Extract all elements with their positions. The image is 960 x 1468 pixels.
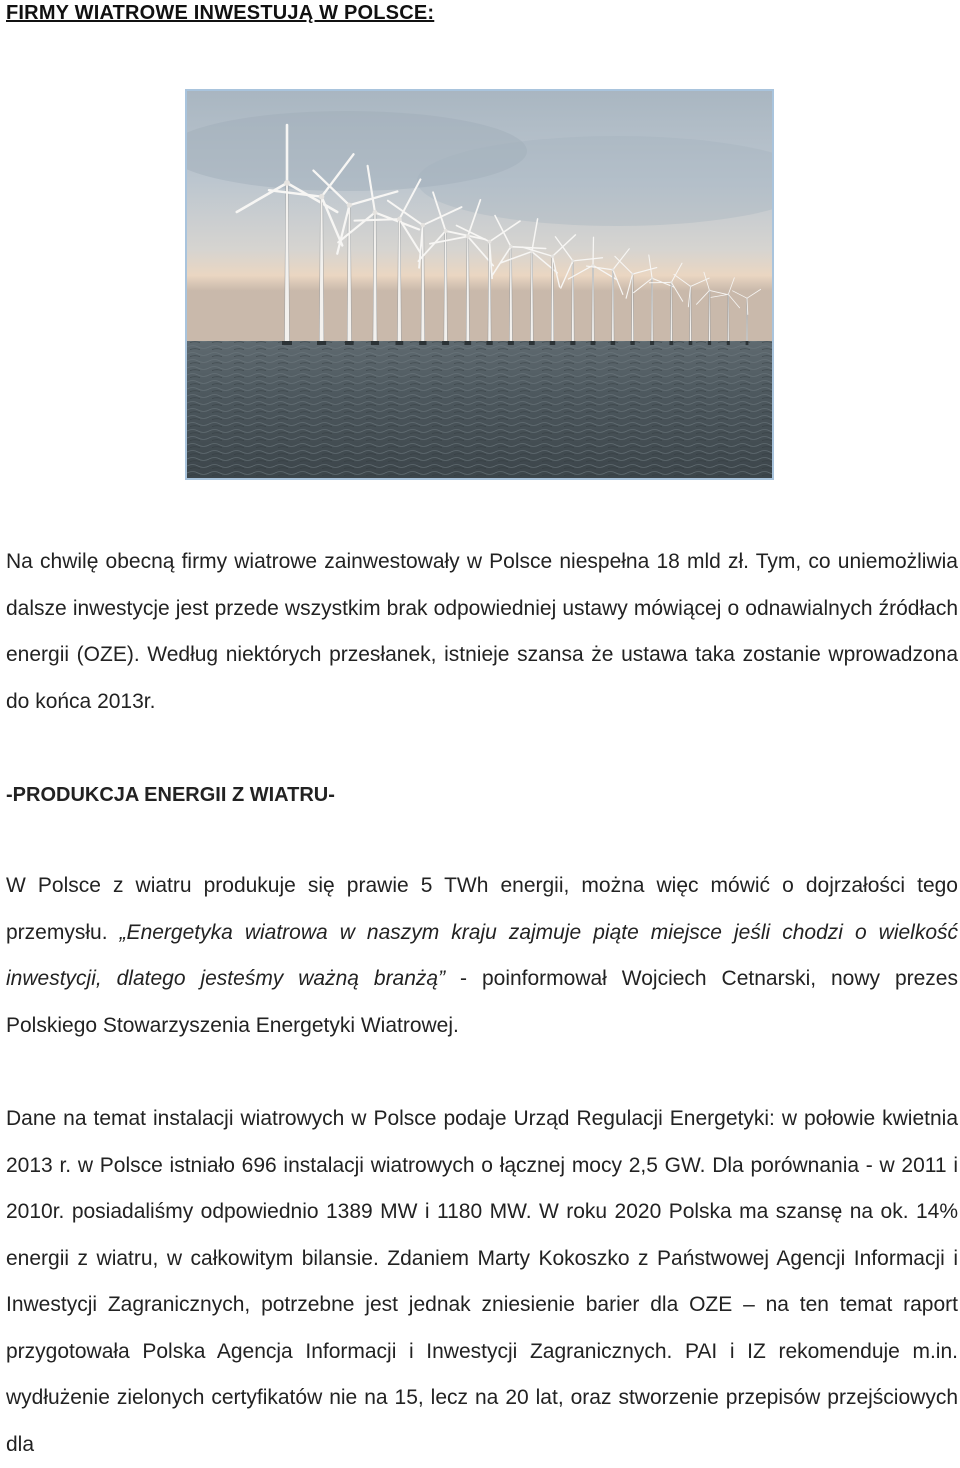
turbine-tower xyxy=(709,290,711,343)
turbine-hub xyxy=(746,297,748,299)
wind-farm-photo xyxy=(185,89,774,480)
section-heading-wind-production: -PRODUKCJA ENERGII Z WIATRU- xyxy=(6,772,335,818)
turbine-foundation xyxy=(486,341,492,345)
turbine-hub xyxy=(651,277,653,279)
turbine-foundation xyxy=(611,341,616,345)
turbine-foundation xyxy=(395,341,403,345)
document-title: FIRMY WIATROWE INWESTUJĄ W POLSCE: xyxy=(6,2,434,25)
turbine-hub xyxy=(466,234,470,238)
turbine-hub xyxy=(284,180,290,186)
turbine-tower xyxy=(592,265,594,343)
turbine-hub xyxy=(551,255,554,258)
turbine-foundation xyxy=(591,341,596,345)
turbine-tower xyxy=(551,256,554,343)
turbine-foundation xyxy=(464,341,471,345)
turbine-hub xyxy=(571,259,574,262)
turbine-foundation xyxy=(746,341,749,345)
turbine-foundation xyxy=(419,341,426,345)
turbine-hub xyxy=(727,293,729,295)
turbine-tower xyxy=(612,270,614,343)
turbine-hub xyxy=(509,245,513,249)
turbine-tower xyxy=(572,261,575,343)
turbine-hub xyxy=(347,203,352,208)
turbine-foundation xyxy=(345,341,354,345)
turbine-tower xyxy=(509,247,512,343)
turbine-tower xyxy=(632,274,634,343)
paragraph-investments: Na chwilę obecną firmy wiatrowe zainwestowały w Polsce niespełna 18 mld zł. Tym, co uniemożliwia dalsze inwestycje jest przede wszystkim brak odpowiedniej ustawy mówiącej o odnawialnych źródłach energii (OZE). Według niektórych przesłanek, istnieje szansa że ustawa taka zostanie wprowadzona do końca 2013r. xyxy=(6,539,958,725)
turbine-foundation xyxy=(630,341,634,345)
turbine-foundation xyxy=(669,341,673,345)
turbine-foundation xyxy=(508,341,514,345)
turbine-tower xyxy=(728,294,730,343)
turbine-hub xyxy=(631,273,634,276)
paragraph-installations: Dane na temat instalacji wiatrowych w Polsce podaje Urząd Regulacji Energetyki: w połowie kwietnia 2013 r. w Polsce istniało 696 instalacji wiatrowych o łącznej mocy 2,5 GW. Dla porównania - w 2011 i 2010r. posiadaliśmy odpowiednio 1389 MW i 1180 MW. W roku 2020 Polska ma szansę na ok. 14% energii z wiatru, w całkowitym bilansie. Zdaniem Marty Kokoszko z Państwowej Agencji Informacji i Inwestycji Zagranicznych, potrzebne jest jednak zniesienie barier dla OZE – na ten temat raport przygotowała Polska Agencja Informacji i Inwestycji Zagranicznych. PAI i IZ rekomenduje m.in. wydłużenie zielonych certyfikatów nie na 15, lecz na 20 lat, oraz stworzenie przepisów przejściowych dla xyxy=(6,1096,958,1468)
paragraph-production-outro: - poinformował Wojciech Cetnarski, nowy prezes Polskiego Stowarzyszenia Energetyki Wiatrowej. xyxy=(6,967,958,1037)
turbine-hub xyxy=(319,194,324,199)
turbine-foundation xyxy=(689,341,693,345)
turbine-foundation xyxy=(570,341,575,345)
turbine-hub xyxy=(670,281,672,283)
turbine-hub xyxy=(488,240,492,244)
quote-cetnarski: „Energetyka wiatrowa w naszym kraju zajmuje piąte miejsce jeśli chodzi o wielkość inwestycji, dlatego jesteśmy ważną branżą” xyxy=(6,921,958,991)
turbine-tower xyxy=(670,282,672,343)
turbine-foundation xyxy=(650,341,654,345)
turbine-hub xyxy=(421,223,425,227)
turbine-tower xyxy=(651,278,653,343)
turbine-hub xyxy=(612,268,615,271)
paragraph-production xyxy=(6,863,958,1049)
turbine-foundation xyxy=(550,341,555,345)
turbine-hub xyxy=(373,210,378,215)
turbine-foundation xyxy=(371,341,379,345)
turbine-foundation xyxy=(442,341,449,345)
turbine-foundation xyxy=(317,341,326,345)
turbine-hub xyxy=(708,289,710,291)
turbine-tower xyxy=(530,252,533,343)
turbine-foundation xyxy=(529,341,535,345)
turbine-foundation xyxy=(727,341,730,345)
turbine-hub xyxy=(689,285,691,287)
turbine-foundation xyxy=(282,341,292,345)
paragraph-production-intro: W Polsce z wiatru produkuje się prawie 5 TWh energii, można więc mówić o dojrzałości tego przemysłu. xyxy=(6,874,958,944)
turbine-hub xyxy=(397,217,402,222)
turbine-foundation xyxy=(708,341,711,345)
turbine-hub xyxy=(443,229,447,233)
